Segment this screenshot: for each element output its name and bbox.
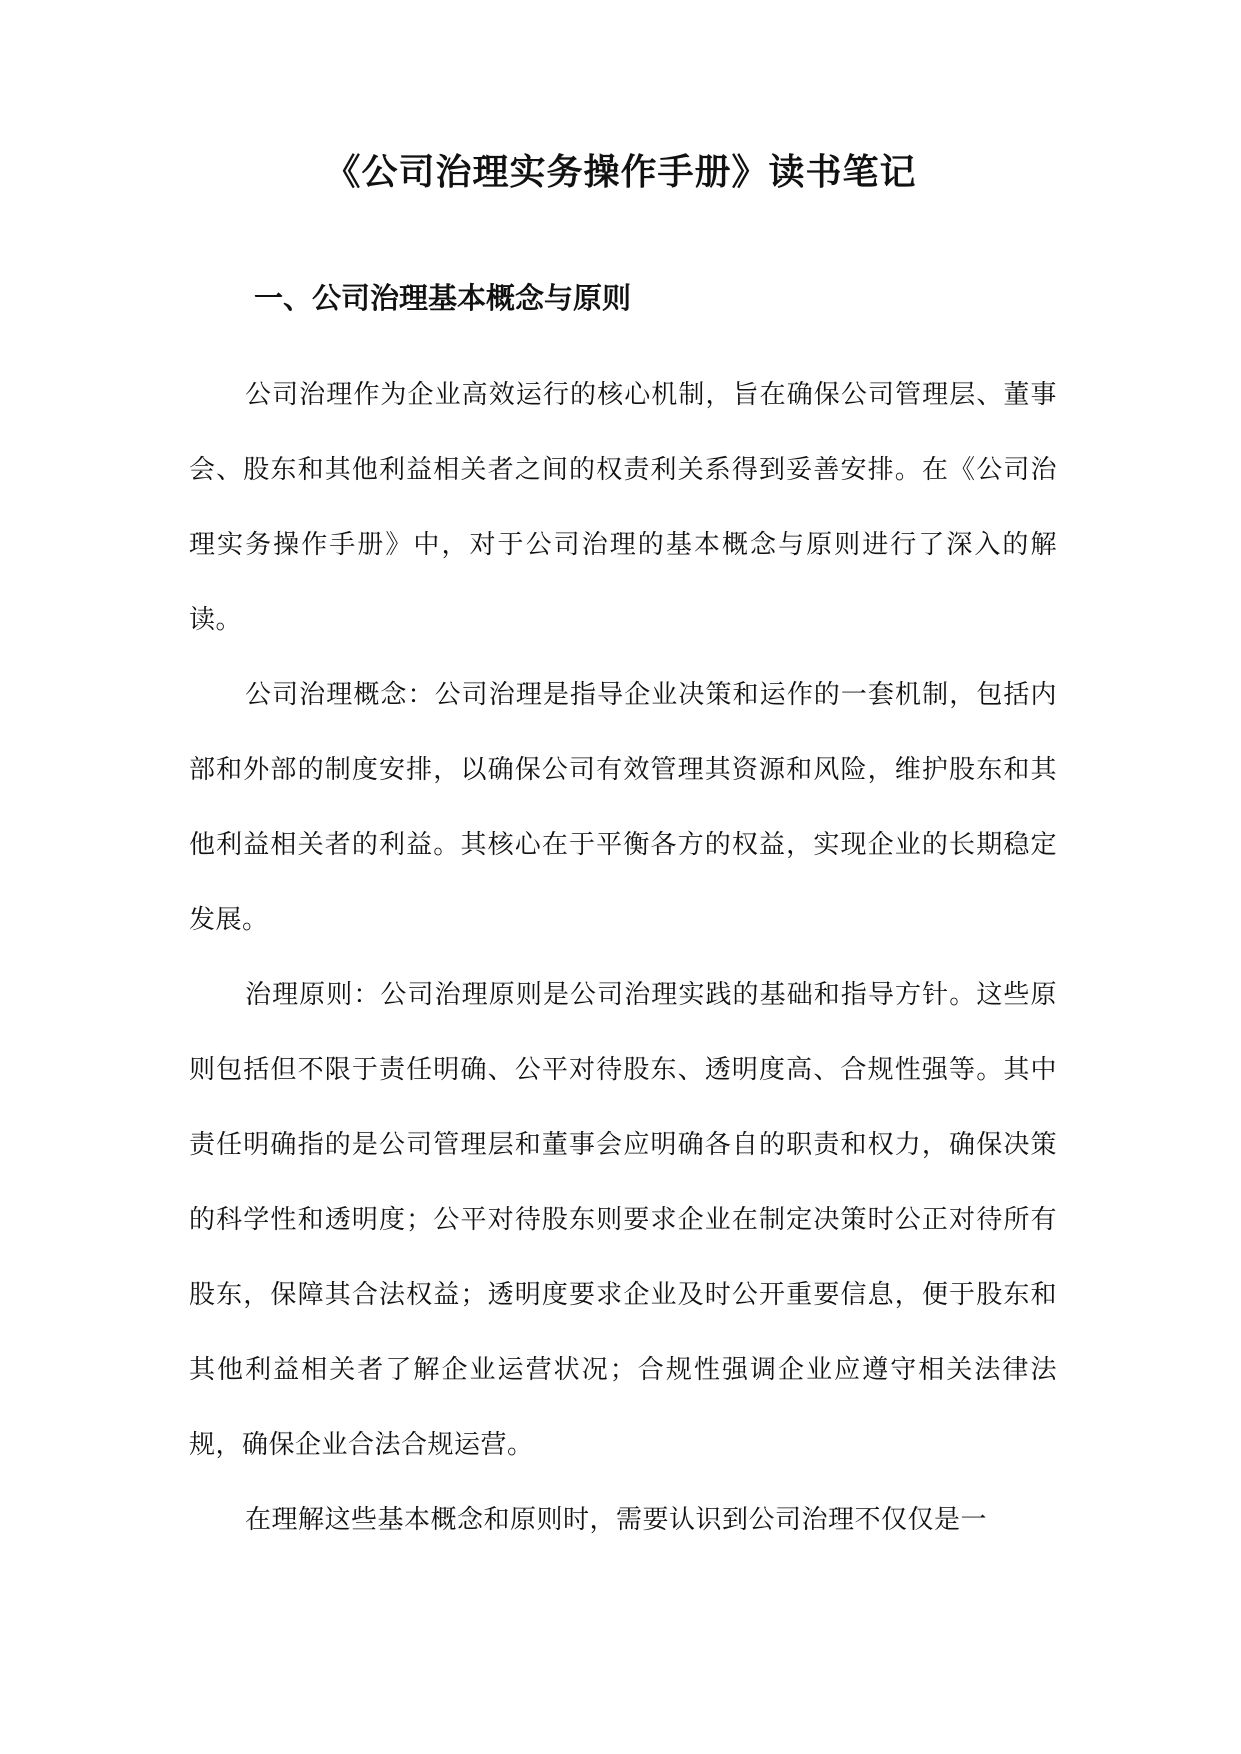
paragraph-principles: 治理原则：公司治理原则是公司治理实践的基础和指导方针。这些原则包括但不限于责任明确、公平对待股东、透明度高、合规性强等。其中责任明确指的是公司管理层和董事会应明确各自的职责和权力，确保决策的科学性和透明度；公平对待股东则要求企业在制定决策时公正对待所有股东，保障其合法权益；透明度要求企业及时公开重要信息，便于股东和其他利益相关者了解企业运营状况；合规性强调企业应遵守相关法律法规，确保企业合法合规运营。 <box>189 980 1057 1460</box>
paragraph-understanding: 在理解这些基本概念和原则时，需要认识到公司治理不仅仅是一 <box>245 1505 988 1535</box>
paragraph-concept: 公司治理概念：公司治理是指导企业决策和运作的一套机制，包括内部和外部的制度安排，以确保公司有效管理其资源和风险，维护股东和其他利益相关者的利益。其核心在于平衡各方的权益，实现企业的长期稳定发展。 <box>189 680 1057 935</box>
section-heading: 一、公司治理基本概念与原则 <box>254 281 632 315</box>
paragraph-intro: 公司治理作为企业高效运行的核心机制，旨在确保公司管理层、董事会、股东和其他利益相关者之间的权责利关系得到妥善安排。在《公司治理实务操作手册》中，对于公司治理的基本概念与原则进行了深入的解读。 <box>189 380 1057 635</box>
document-title: 《公司治理实务操作手册》读书笔记 <box>324 152 917 193</box>
document-body <box>189 358 1057 1558</box>
